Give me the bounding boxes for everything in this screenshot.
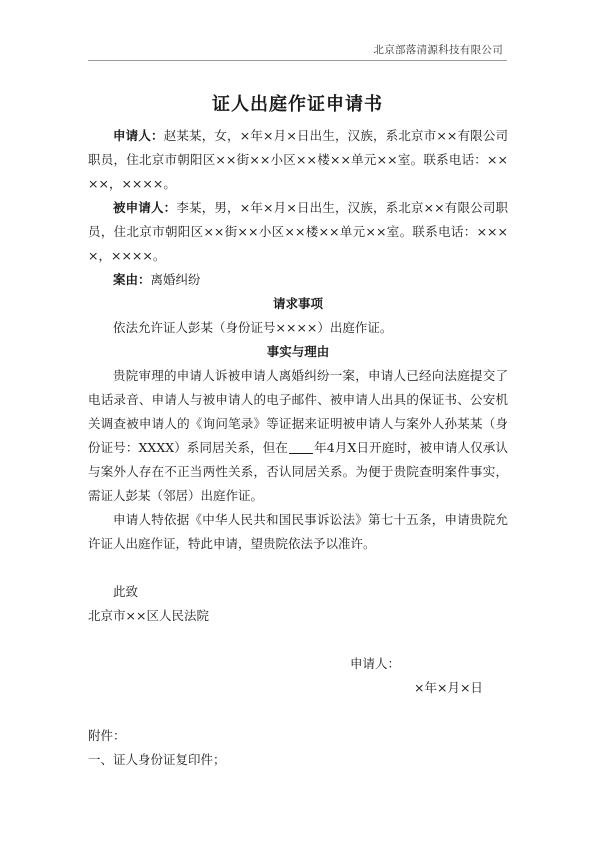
applicant-label: 申请人： — [113, 128, 164, 143]
spacer — [88, 556, 508, 580]
respondent-paragraph — [88, 196, 508, 268]
applicant-paragraph — [88, 124, 508, 196]
signer-label: 申请人： — [350, 656, 401, 671]
facts-paragraph-2: 申请人特依据《中华人民共和国民事诉讼法》第七十五条，申请贵院允许证人出庭作证，特此申请，望贵院依法予以准许。 — [88, 512, 508, 551]
spacer — [88, 628, 508, 652]
applicant-text: 赵某某，女，×年×月×日出生，汉族，系北京市××有限公司职员，住北京市朝阳区××街××小区××楼××单元××室。联系电话：××××，××××。 — [88, 128, 508, 191]
header-company-name: 北京部落清源科技有限公司 — [373, 44, 503, 56]
respondent-text: 李某，男，×年×月×日出生，汉族，系北京××有限公司职员，住北京市朝阳区××街××小区××楼××单元××室。联系电话：××××，××××。 — [88, 200, 508, 263]
request-text: 依法允许证人彭某（身份证号××××）出庭作证。 — [113, 320, 393, 335]
case-reason-text: 离婚纠纷 — [150, 272, 201, 287]
sign-date: ×年×月×日 — [414, 680, 483, 695]
respondent-label: 被申请人： — [113, 200, 177, 215]
document-title: 证人出庭作证申请书 — [212, 94, 383, 115]
facts-text-1a: 贵院审理的申请人诉被申请人离婚纠纷一案，申请人已经向法庭提交了电话录音、申请人与被申请人的电子邮件、被申请人出具的保证书、公安机关调查被申请人的《询问笔录》等证据来证明被申请人与案外人孙某某（身份证号：XXXX）系同居关系，但在 — [88, 368, 508, 455]
attachment-item: 一、证人身份证复印件； — [88, 752, 226, 767]
spacer — [88, 700, 508, 724]
year-blank-underline — [289, 441, 313, 454]
facts-text-1b: 年4月X日开庭时，被申请人仅承认与案外人存在不正当两性关系，否认同居关系。为便于贵院查明案件事实，需证人彭某（邻居）出庭作证。 — [88, 440, 508, 503]
facts-paragraph-1 — [88, 364, 508, 508]
header-divider — [88, 60, 507, 61]
court-name: 北京市××区人民法院 — [88, 608, 209, 623]
case-reason-paragraph — [88, 268, 508, 292]
salutation: 此致 — [113, 584, 139, 599]
request-heading: 请求事项 — [272, 296, 323, 311]
document-body — [88, 124, 508, 772]
attachments-label: 附件： — [88, 728, 126, 743]
facts-heading: 事实与理由 — [266, 344, 330, 359]
case-reason-label: 案由： — [113, 272, 151, 287]
